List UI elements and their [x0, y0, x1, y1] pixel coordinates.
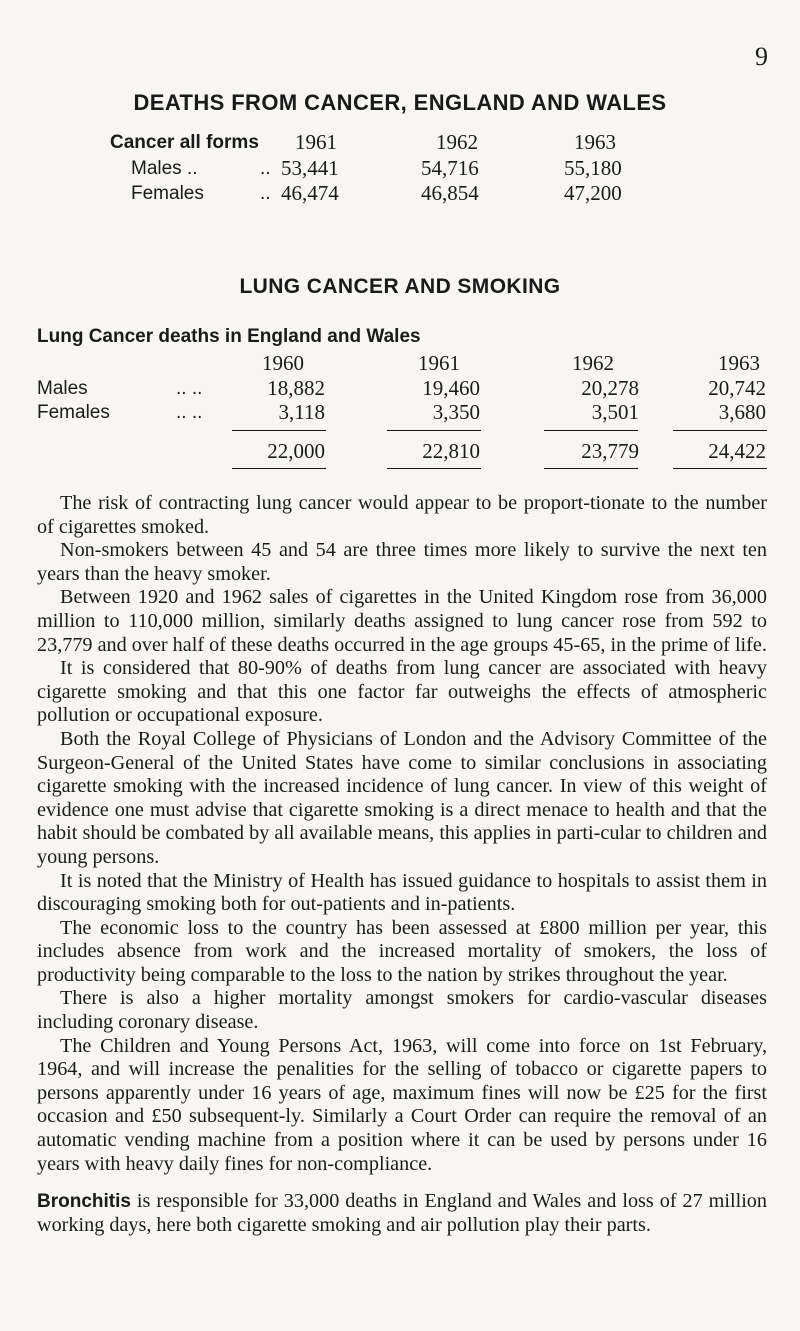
page-number: 9	[755, 42, 768, 71]
bronchitis-paragraph	[37, 1190, 767, 1237]
paragraph: The economic loss to the country has been assessed at £800 million per year, this includes absence from work and the increased mortality of smokers, the loss of productivity being comparable to the loss to the nation by strikes throughout the year.	[37, 916, 767, 986]
table-rule	[232, 468, 326, 469]
table-header-label: Cancer all forms	[110, 132, 259, 153]
bronchitis-text: is responsible for 33,000 deaths in England and Wales and loss of 27 million working days, here both cigarette smoking and air pollution play their parts.	[37, 1190, 767, 1236]
table-cell: 3,118	[278, 400, 325, 424]
paragraph: The Children and Young Persons Act, 1963, will come into force on 1st February, 1964, and will increase the penalities for the selling of tobacco or cigarette papers to persons apparently under 16 years of age, maximum fines will now be £25 for the first occasion and £50 subsequent-ly. Similarly a Court Order can require the removal of an automatic vending machine from a position where it can be used by persons under 16 years with heavy daily fines for non-compliance.	[37, 1034, 767, 1175]
table-rule	[673, 430, 767, 431]
table-cell: 20,278	[581, 376, 639, 400]
table-cell: 54,716	[421, 156, 479, 180]
year-header: 1960	[262, 351, 304, 375]
body-text	[37, 492, 767, 1237]
table-cell: 55,180	[564, 156, 622, 180]
cancer-deaths-heading: DEATHS FROM CANCER, ENGLAND AND WALES	[133, 90, 667, 115]
year-header: 1962	[436, 130, 478, 154]
table-rule	[232, 430, 326, 431]
row-leader: ..	[260, 158, 271, 179]
table-cell: 46,474	[281, 181, 339, 205]
row-leader: .. ..	[176, 378, 203, 399]
year-header: 1963	[718, 351, 760, 375]
bronchitis-lead: Bronchitis	[37, 1191, 131, 1213]
paragraph: There is also a higher mortality amongst smokers for cardio-vascular diseases including coronary disease.	[37, 987, 767, 1034]
total-cell: 22,810	[422, 439, 480, 463]
paragraph: It is considered that 80-90% of deaths from lung cancer are associated with heavy cigarette smoking and that this one factor far outweighs the effects of atmospheric pollution or occupational exposure.	[37, 657, 767, 727]
row-label: Males	[37, 378, 88, 399]
table-cell: 18,882	[267, 376, 325, 400]
table-rule	[673, 468, 767, 469]
total-cell: 23,779	[581, 439, 639, 463]
year-header: 1963	[574, 130, 616, 154]
table-rule	[544, 468, 638, 469]
year-header: 1961	[295, 130, 337, 154]
row-label: Females	[37, 402, 110, 423]
table-cell: 3,501	[591, 400, 639, 424]
year-header: 1962	[572, 351, 614, 375]
lung-cancer-heading: LUNG CANCER AND SMOKING	[239, 275, 561, 298]
table-rule	[544, 430, 638, 431]
total-cell: 22,000	[267, 439, 325, 463]
table-cell: 19,460	[422, 376, 480, 400]
table-subtitle: Lung Cancer deaths in England and Wales	[37, 326, 421, 347]
table-rule	[387, 430, 481, 431]
row-leader: ..	[260, 183, 271, 204]
row-label: Males ..	[131, 158, 198, 179]
year-header: 1961	[418, 351, 460, 375]
table-cell: 20,742	[708, 376, 766, 400]
table-rule	[387, 468, 481, 469]
paragraph: The risk of contracting lung cancer would appear to be proport-tionate to the number of cigarettes smoked.	[37, 492, 767, 538]
total-cell: 24,422	[708, 439, 766, 463]
table-cell: 3,680	[718, 400, 766, 424]
table-cell: 46,854	[421, 181, 479, 205]
paragraph: Both the Royal College of Physicians of London and the Advisory Committee of the Surgeon-General of the United States have come to similar conclusions in associating cigarette smoking with the increased incidence of lung cancer. In view of this weight of evidence one must advise that cigarette smoking is a direct menace to health and that the habit should be combated by all available means, this applies in parti-cular to children and young persons.	[37, 727, 767, 868]
paragraph: It is noted that the Ministry of Health has issued guidance to hospitals to assist them in discouraging smoking both for out-patients and in-patients.	[37, 869, 767, 916]
paragraph: Non-smokers between 45 and 54 are three times more likely to survive the next ten years than the heavy smoker.	[37, 539, 767, 585]
table-cell: 3,350	[432, 400, 480, 424]
row-label: Females	[131, 183, 204, 204]
table-cell: 53,441	[281, 156, 339, 180]
paragraph: Between 1920 and 1962 sales of cigarettes in the United Kingdom rose from 36,000 million to 110,000 million, similarly deaths assigned to lung cancer rose from 592 to 23,779 and over half of these deaths occurred in the age groups 45-65, in the prime of life.	[37, 586, 767, 656]
table-cell: 47,200	[564, 181, 622, 205]
row-leader: .. ..	[176, 402, 203, 423]
